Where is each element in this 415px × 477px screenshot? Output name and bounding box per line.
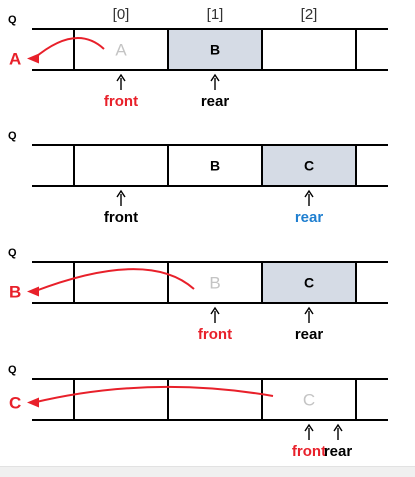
- cell-value: C: [302, 390, 316, 410]
- queue-label: Q: [8, 14, 17, 26]
- cell-value: C: [303, 157, 315, 174]
- dequeued-value: C: [9, 393, 22, 413]
- queue-label: Q: [8, 130, 17, 142]
- index-label-1: [1]: [206, 6, 224, 23]
- front-pointer-label: front: [197, 326, 233, 343]
- rear-pointer-label: rear: [294, 326, 324, 343]
- cell-fill-0: [74, 145, 168, 186]
- cell-fill-2: [262, 29, 356, 70]
- dequeued-value: A: [9, 49, 22, 69]
- front-pointer-label: front: [103, 93, 139, 110]
- dequeue-arrowhead: [27, 287, 39, 297]
- queue-label: Q: [8, 364, 17, 376]
- cell-fill-0: [74, 262, 168, 303]
- dequeue-arrowhead: [27, 54, 39, 64]
- rear-pointer-label: rear: [294, 209, 324, 226]
- front-pointer-label: front: [103, 209, 139, 226]
- queue-panel-3: [8, 247, 388, 343]
- cell-value: B: [209, 273, 221, 293]
- dequeued-value: B: [9, 282, 22, 302]
- cell-value: B: [209, 41, 221, 58]
- front-pointer-label: front: [291, 443, 327, 460]
- rear-pointer-label: rear: [323, 443, 353, 460]
- dequeue-arrowhead: [27, 398, 39, 408]
- cell-value: C: [303, 274, 315, 291]
- cell-value: A: [115, 40, 127, 60]
- queue-panel-1: [8, 14, 388, 110]
- queue-label: Q: [8, 247, 17, 259]
- index-label-2: [2]: [300, 6, 318, 23]
- rear-pointer-label: rear: [200, 93, 230, 110]
- cell-value: B: [209, 157, 221, 174]
- cell-fill-1: [168, 379, 262, 420]
- queue-panel-4: [8, 364, 388, 460]
- queue-panel-2: [8, 130, 388, 226]
- bottom-strip: [0, 466, 415, 477]
- index-label-0: [0]: [112, 6, 130, 23]
- cell-fill-0: [74, 379, 168, 420]
